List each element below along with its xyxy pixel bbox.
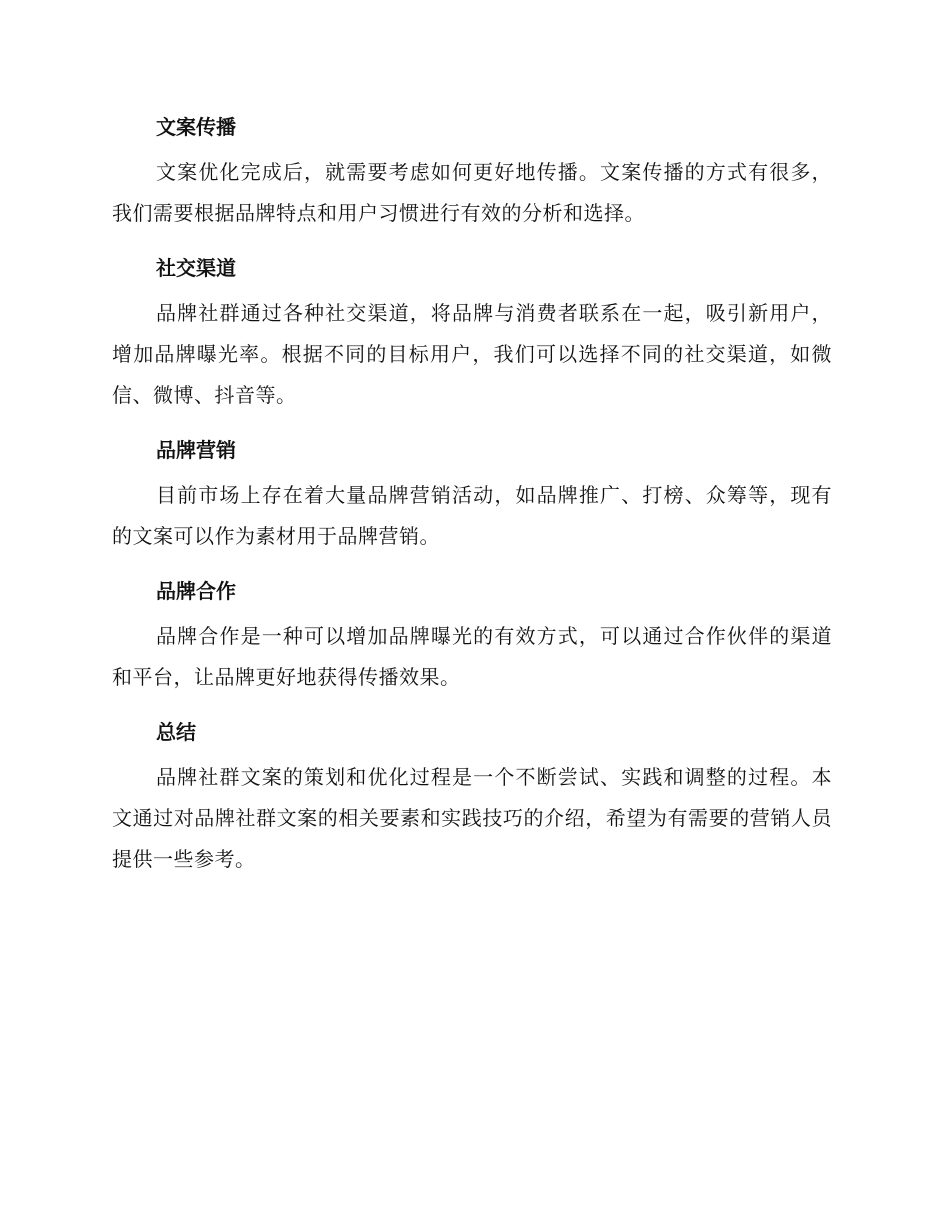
- section-summary: [112, 713, 832, 880]
- section-heading: 社交渠道: [156, 256, 236, 280]
- section-paragraph: 品牌社群文案的策划和优化过程是一个不断尝试、实践和调整的过程。本文通过对品牌社群文案的相关要素和实践技巧的介绍，希望为有需要的营销人员提供一些参考。: [112, 765, 832, 871]
- section-paragraph: 品牌合作是一种可以增加品牌曝光的有效方式，可以通过合作伙伴的渠道和平台，让品牌更好地获得传播效果。: [112, 624, 832, 689]
- document-page: [112, 108, 832, 895]
- section-propagation: [112, 108, 832, 234]
- section-paragraph: 文案优化完成后，就需要考虑如何更好地传播。文案传播的方式有很多，我们需要根据品牌特点和用户习惯进行有效的分析和选择。: [112, 160, 832, 225]
- section-social-channels: [112, 249, 832, 416]
- section-heading: 文案传播: [156, 115, 236, 139]
- section-heading: 品牌合作: [156, 579, 236, 603]
- section-heading: 总结: [156, 720, 196, 744]
- section-brand-marketing: [112, 431, 832, 557]
- section-brand-cooperation: [112, 572, 832, 698]
- section-paragraph: 品牌社群通过各种社交渠道，将品牌与消费者联系在一起，吸引新用户，增加品牌曝光率。根据不同的目标用户，我们可以选择不同的社交渠道，如微信、微博、抖音等。: [112, 301, 832, 407]
- section-heading: 品牌营销: [156, 438, 236, 462]
- section-paragraph: 目前市场上存在着大量品牌营销活动，如品牌推广、打榜、众筹等，现有的文案可以作为素材用于品牌营销。: [112, 483, 832, 548]
